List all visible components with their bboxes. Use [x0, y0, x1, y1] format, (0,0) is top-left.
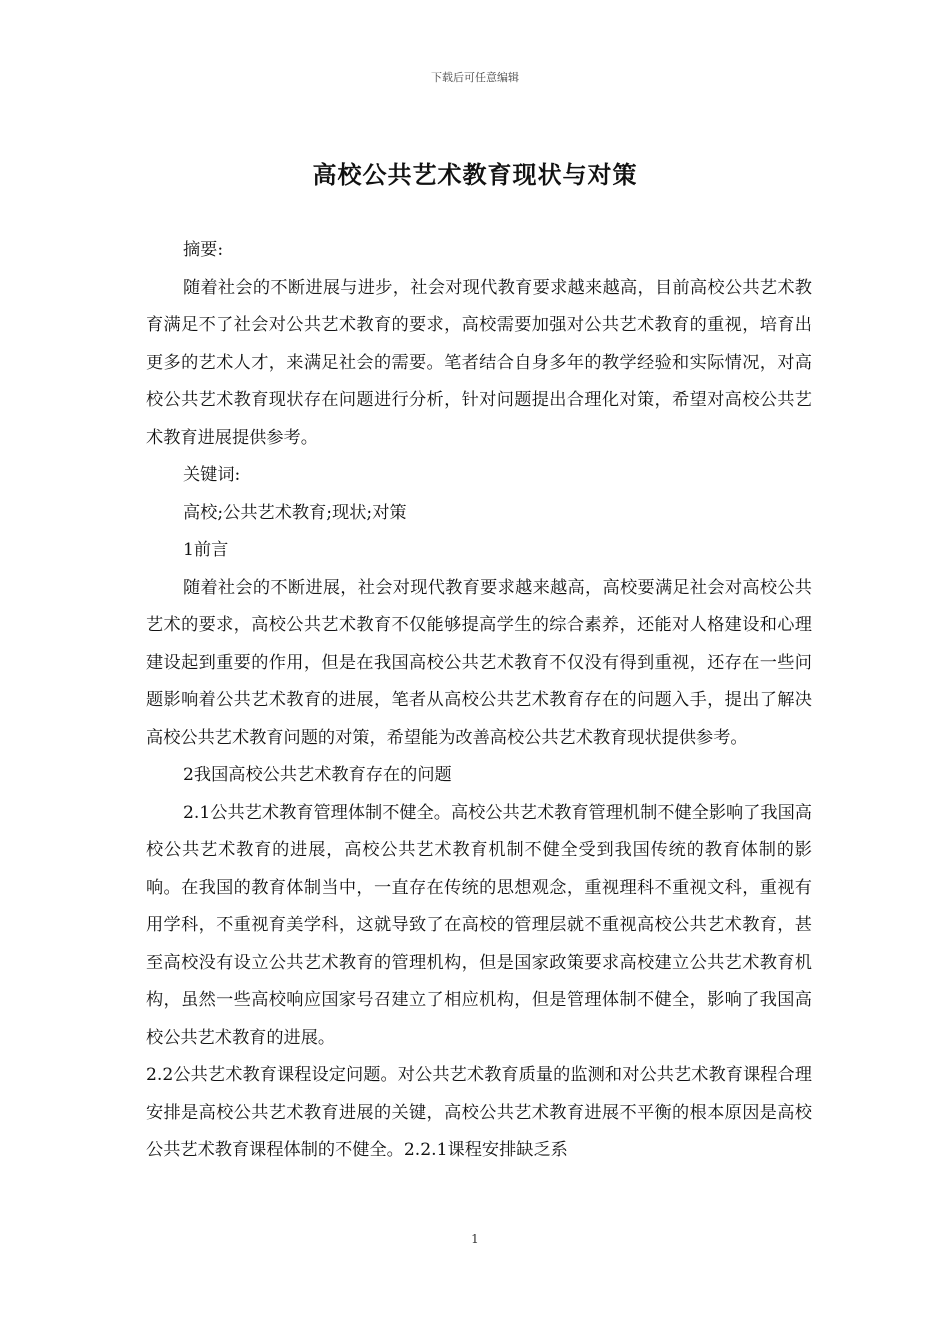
section1-text: 随着社会的不断进展，社会对现代教育要求越来越高，高校要满足社会对高校公共艺术的要求，高校公共艺术教育不仅能够提高学生的综合素养，还能对人格建设和心理建设起到重要的作用，但是在我国高校公共艺术教育不仅没有得到重视，还存在一些问题影响着公共艺术教育的进展，笔者从高校公共艺术教育存在的问题入手，提出了解决高校公共艺术教育问题的对策，希望能为改善高校公共艺术教育现状提供参考。	[146, 577, 812, 748]
section2-text-continued: 2.2公共艺术教育课程设定问题。对公共艺术教育质量的监测和对公共艺术教育课程合理安排是高校公共艺术教育进展的关键，高校公共艺术教育进展不平衡的根本原因是高校公共艺术教育课程体制的不健全。2.2.1课程安排缺乏系	[146, 1065, 812, 1160]
document-body	[146, 232, 812, 1170]
page-number: 1	[471, 1232, 479, 1246]
abstract-text: 随着社会的不断进展与进步，社会对现代教育要求越来越高，目前高校公共艺术教育满足不了社会对公共艺术教育的要求，高校需要加强对公共艺术教育的重视，培育出更多的艺术人才，来满足社会的需要。笔者结合自身多年的教学经验和实际情况，对高校公共艺术教育现状存在问题进行分析，针对问题提出合理化对策，希望对高校公共艺术教育进展提供参考。	[146, 277, 812, 448]
section2-heading: 2我国高校公共艺术教育存在的问题	[182, 765, 452, 785]
abstract-label: 摘要:	[182, 240, 224, 260]
section1-heading: 1前言	[182, 540, 229, 560]
keywords-label: 关键词:	[182, 465, 241, 485]
section2-text: 2.1公共艺术教育管理体制不健全。高校公共艺术教育管理机制不健全影响了我国高校公共艺术教育的进展，高校公共艺术教育机制不健全受到我国传统的教育体制的影响。在我国的教育体制当中，一直存在传统的思想观念，重视理科不重视文科，重视有用学科，不重视育美学科，这就导致了在高校的管理层就不重视高校公共艺术教育，甚至高校没有设立公共艺术教育的管理机构，但是国家政策要求高校建立公共艺术教育机构，虽然一些高校响应国家号召建立了相应机构，但是管理体制不健全，影响了我国高校公共艺术教育的进展。	[146, 802, 812, 1048]
keywords-text: 高校;公共艺术教育;现状;对策	[182, 502, 407, 523]
document-title: 高校公共艺术教育现状与对策	[312, 160, 638, 189]
page-header: 下载后可任意编辑	[431, 71, 519, 84]
